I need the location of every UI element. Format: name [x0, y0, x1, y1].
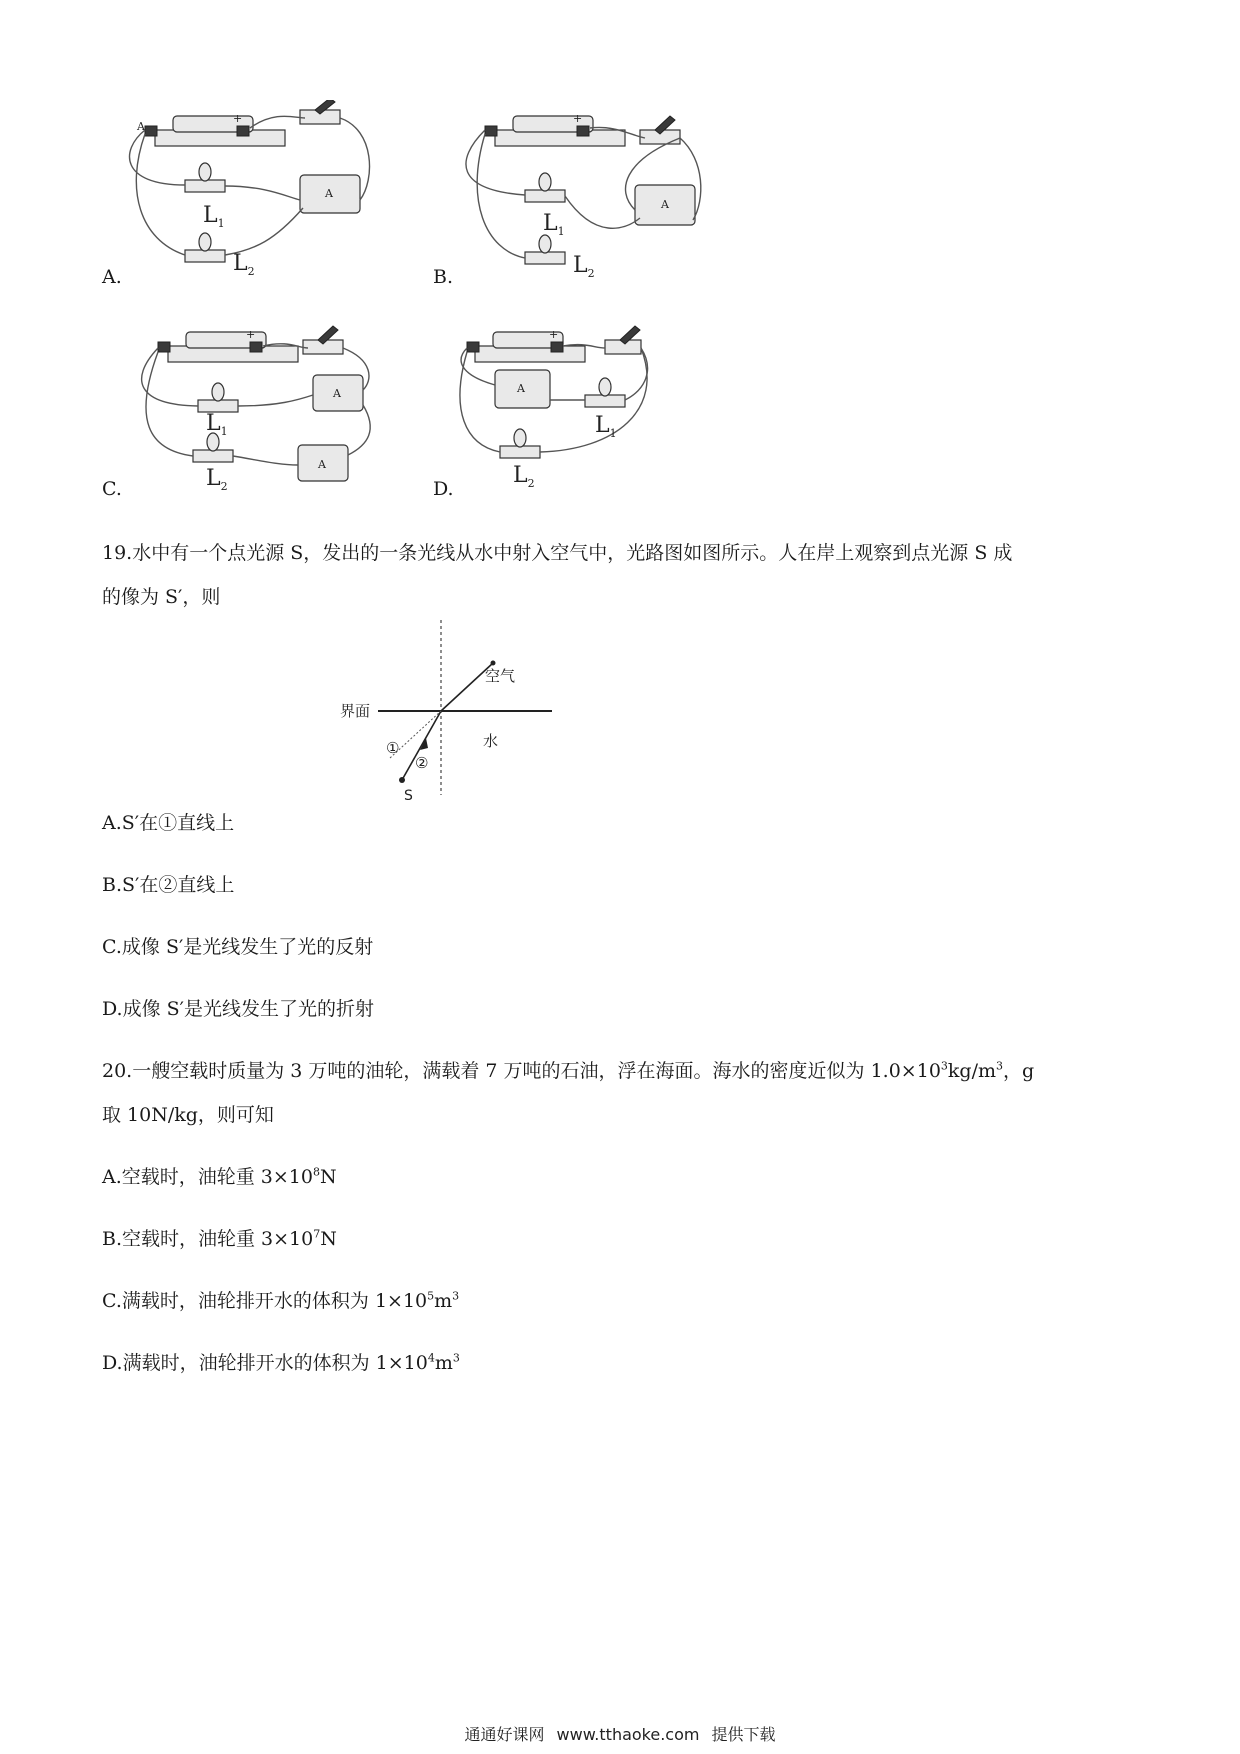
footer-site-name: 通通好课网: [464, 1725, 545, 1744]
svg-text:+: +: [233, 112, 243, 125]
q20-option-d: D.满载时，油轮排开水的体积为 $1\times 10^4m^3$: [102, 1351, 460, 1374]
svg-text:A: A: [517, 382, 525, 395]
option-label-c: C.: [102, 478, 122, 500]
q20-option-c: C.满载时，油轮排开水的体积为 $1\times 10^5m^3$: [102, 1289, 460, 1312]
label-water: 水: [483, 732, 499, 750]
footer-action: 提供下载: [711, 1725, 776, 1744]
label-interface: 界面: [340, 702, 371, 720]
svg-text:+: +: [549, 328, 559, 341]
svg-text:A: A: [325, 187, 333, 200]
bulb-label-l1: $L_1$: [543, 211, 565, 238]
circuit-diagram-a: [115, 100, 435, 310]
q19-option-b: B.S′在②直线上: [102, 874, 235, 896]
q20-option-b: B.空载时，油轮重 $3\times 10^7N$: [102, 1227, 337, 1250]
circuit-diagram-c: [128, 320, 428, 500]
svg-text:A: A: [318, 458, 326, 471]
bulb-label-l2: $L_2$: [573, 253, 595, 280]
svg-text:A: A: [137, 120, 145, 133]
circuit-diagram-b: [455, 100, 755, 310]
bulb-label-l2: $L_2$: [233, 251, 255, 278]
light-source-point: [399, 777, 405, 783]
label-source: S: [404, 788, 413, 804]
footer-url[interactable]: www.tthaoke.com: [556, 1725, 700, 1744]
question-19-stem-line1: 19.水中有一个点光源 S，发出的一条光线从水中射入空气中，光路图如图所示。人在岸上观察到点光源 S 成: [102, 542, 1013, 564]
option-label-a: A.: [102, 266, 122, 288]
bulb-label-l2: $L_2$: [206, 466, 228, 493]
bulb-label-l2: $L_2$: [513, 463, 535, 490]
q19-option-d: D.成像 S′是光线发生了光的折射: [102, 998, 374, 1020]
svg-text:+: +: [573, 112, 583, 125]
refraction-diagram: [340, 620, 570, 805]
bulb-label-l1: $L_1$: [595, 413, 617, 440]
option-label-d: D.: [433, 478, 454, 500]
question-20-stem-line2: 取 10N/kg，则可知: [102, 1104, 274, 1126]
page-footer: [0, 1722, 1240, 1745]
svg-text:+: +: [246, 328, 256, 341]
q19-option-c: C.成像 S′是光线发生了光的反射: [102, 936, 374, 958]
label-line-1: ①: [386, 739, 400, 757]
question-20-stem-line1: 20.一艘空载时质量为 3 万吨的油轮，满载着 7 万吨的石油，浮在海面。海水的密度近似为 $1.0\times 10^3kg/m^3$，g: [102, 1059, 1035, 1082]
question-19-stem-line2: 的像为 S′，则: [102, 586, 221, 608]
label-air: 空气: [485, 667, 516, 685]
option-label-b: B.: [433, 266, 454, 288]
label-line-2: ②: [415, 754, 429, 772]
q20-option-a: A.空载时，油轮重 $3\times 10^8N$: [102, 1165, 337, 1188]
svg-text:A: A: [333, 387, 341, 400]
bulb-label-l1: $L_1$: [206, 411, 228, 438]
bulb-label-l1: $L_1$: [203, 203, 225, 230]
svg-text:A: A: [661, 198, 669, 211]
q19-option-a: A.S′在①直线上: [102, 812, 235, 834]
circuit-diagram-d: [455, 320, 715, 500]
